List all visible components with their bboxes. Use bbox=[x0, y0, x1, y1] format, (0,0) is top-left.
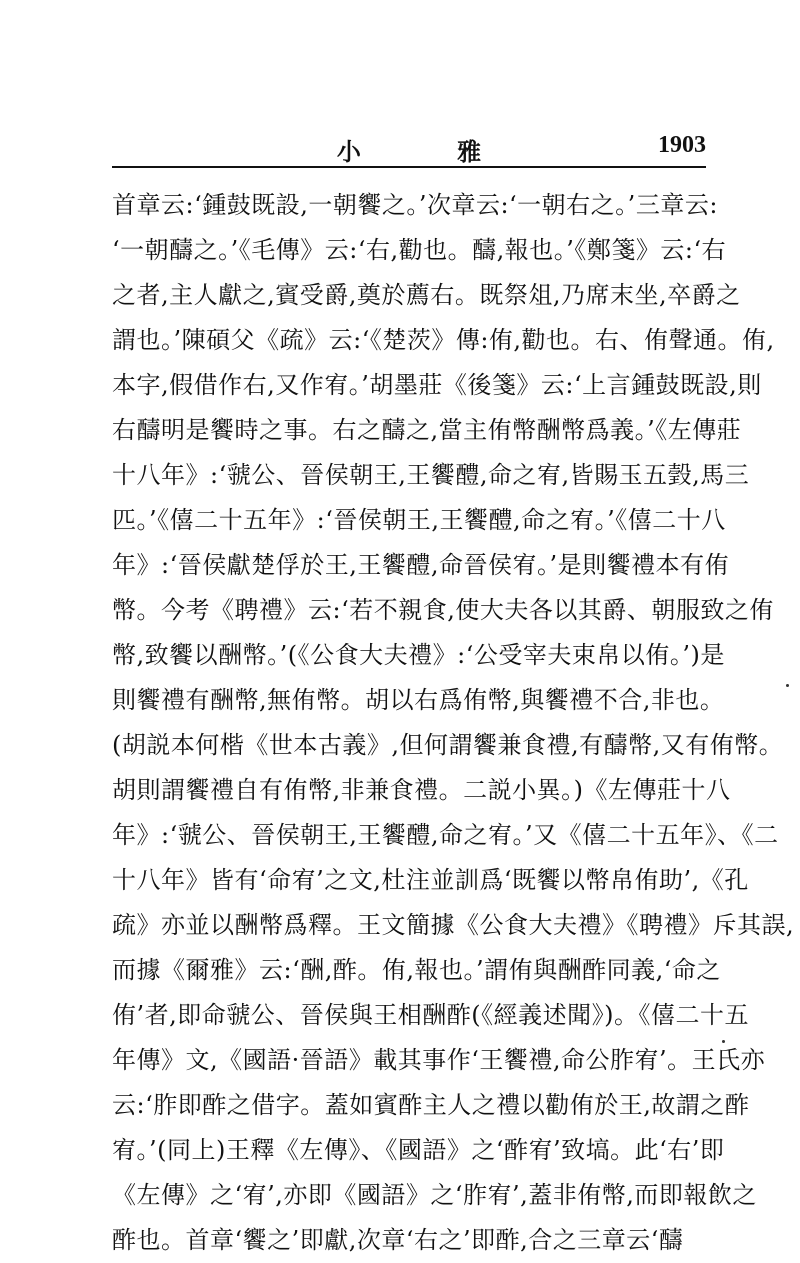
text-line: ‘一朝醻之。’《毛傳》云:‘右,勸也。醻,報也。’《鄭箋》云:‘右 bbox=[112, 236, 727, 264]
page-number: 1903 bbox=[658, 132, 706, 158]
text-line: 本字,假借作右,又作宥。’胡墨莊《後箋》云:‘上言鍾鼓既設,則 bbox=[112, 371, 762, 399]
text-line: 胡則謂饗禮自有侑幣,非兼食禮。二説小異。)《左傳莊十八 bbox=[112, 776, 731, 804]
text-line: 匹。’《僖二十五年》:‘晉侯朝王,王饗醴,命之宥。’《僖二十八 bbox=[112, 506, 726, 534]
text-line: 幣,致饗以酬幣。’(《公食大夫禮》:‘公受宰夫束帛以侑。’)是 bbox=[112, 641, 725, 669]
text-line: 年傳》文,《國語·晉語》載其事作‘王饗禮,命公胙宥’。王氏亦 bbox=[112, 1046, 766, 1074]
body-text bbox=[112, 183, 795, 1263]
text-line: 酢也。首章‘饗之’即獻,次章‘右之’即酢,合之三章云‘醻 bbox=[112, 1226, 684, 1254]
text-line: 十八年》:‘虢公、晉侯朝王,王饗醴,命之宥,皆賜玉五瑴,馬三 bbox=[112, 461, 750, 489]
text-line: 謂也。’陳碩父《疏》云:‘《楚茨》傳:侑,勸也。右、侑聲通。侑, bbox=[112, 326, 775, 354]
scan-speck bbox=[786, 684, 789, 687]
text-line: 之者,主人獻之,賓受爵,奠於薦右。既祭俎,乃席末坐,卒爵之 bbox=[112, 281, 741, 309]
text-line: 《左傳》之‘宥’,亦即《國語》之‘胙宥’,蓋非侑幣,而即報飲之 bbox=[112, 1181, 757, 1209]
text-line: 年》:‘晉侯獻楚俘於王,王饗醴,命晉侯宥。’是則饗禮本有侑 bbox=[112, 551, 730, 579]
text-line: 年》:‘虢公、晉侯朝王,王饗醴,命之宥。’又《僖二十五年》、《二 bbox=[112, 821, 779, 849]
text-line: (胡説本何楷《世本古義》,但何謂饗兼食禮,有醻幣,又有侑幣。 bbox=[112, 731, 784, 759]
text-line: 宥。’(同上)王釋《左傳》、《國語》之‘酢宥’致塙。此‘右’即 bbox=[112, 1136, 725, 1164]
text-line: 云:‘胙即酢之借字。蓋如賓酢主人之禮以勸侑於王,故謂之酢 bbox=[112, 1091, 750, 1119]
scan-speck bbox=[722, 1040, 725, 1043]
text-line: 疏》亦並以酬幣爲釋。王文簡據《公食大夫禮》《聘禮》斥其誤, bbox=[112, 911, 795, 939]
page-header bbox=[112, 120, 706, 168]
text-line: 侑’者,即命虢公、晉侯與王相酬酢(《經義述聞》)。《僖二十五 bbox=[112, 1001, 749, 1029]
text-line: 十八年》皆有‘命宥’之文,杜注並訓爲‘既饗以幣帛侑助’,《孔 bbox=[112, 866, 749, 894]
text-line: 右醻明是饗時之事。右之醻之,當主侑幣酬幣爲義。’《左傳莊 bbox=[112, 416, 742, 444]
text-line: 而據《爾雅》云:‘酬,酢。侑,報也。’謂侑與酬酢同義,‘命之 bbox=[112, 956, 721, 984]
text-line: 則饗禮有酬幣,無侑幣。胡以右爲侑幣,與饗禮不合,非也。 bbox=[112, 686, 725, 714]
running-title: 小 雅 bbox=[336, 137, 526, 166]
text-line: 首章云:‘鍾鼓既設,一朝饗之。’次章云:‘一朝右之。’三章云: bbox=[112, 191, 718, 219]
text-line: 幣。今考《聘禮》云:‘若不親食,使大夫各以其爵、朝服致之侑 bbox=[112, 596, 774, 624]
